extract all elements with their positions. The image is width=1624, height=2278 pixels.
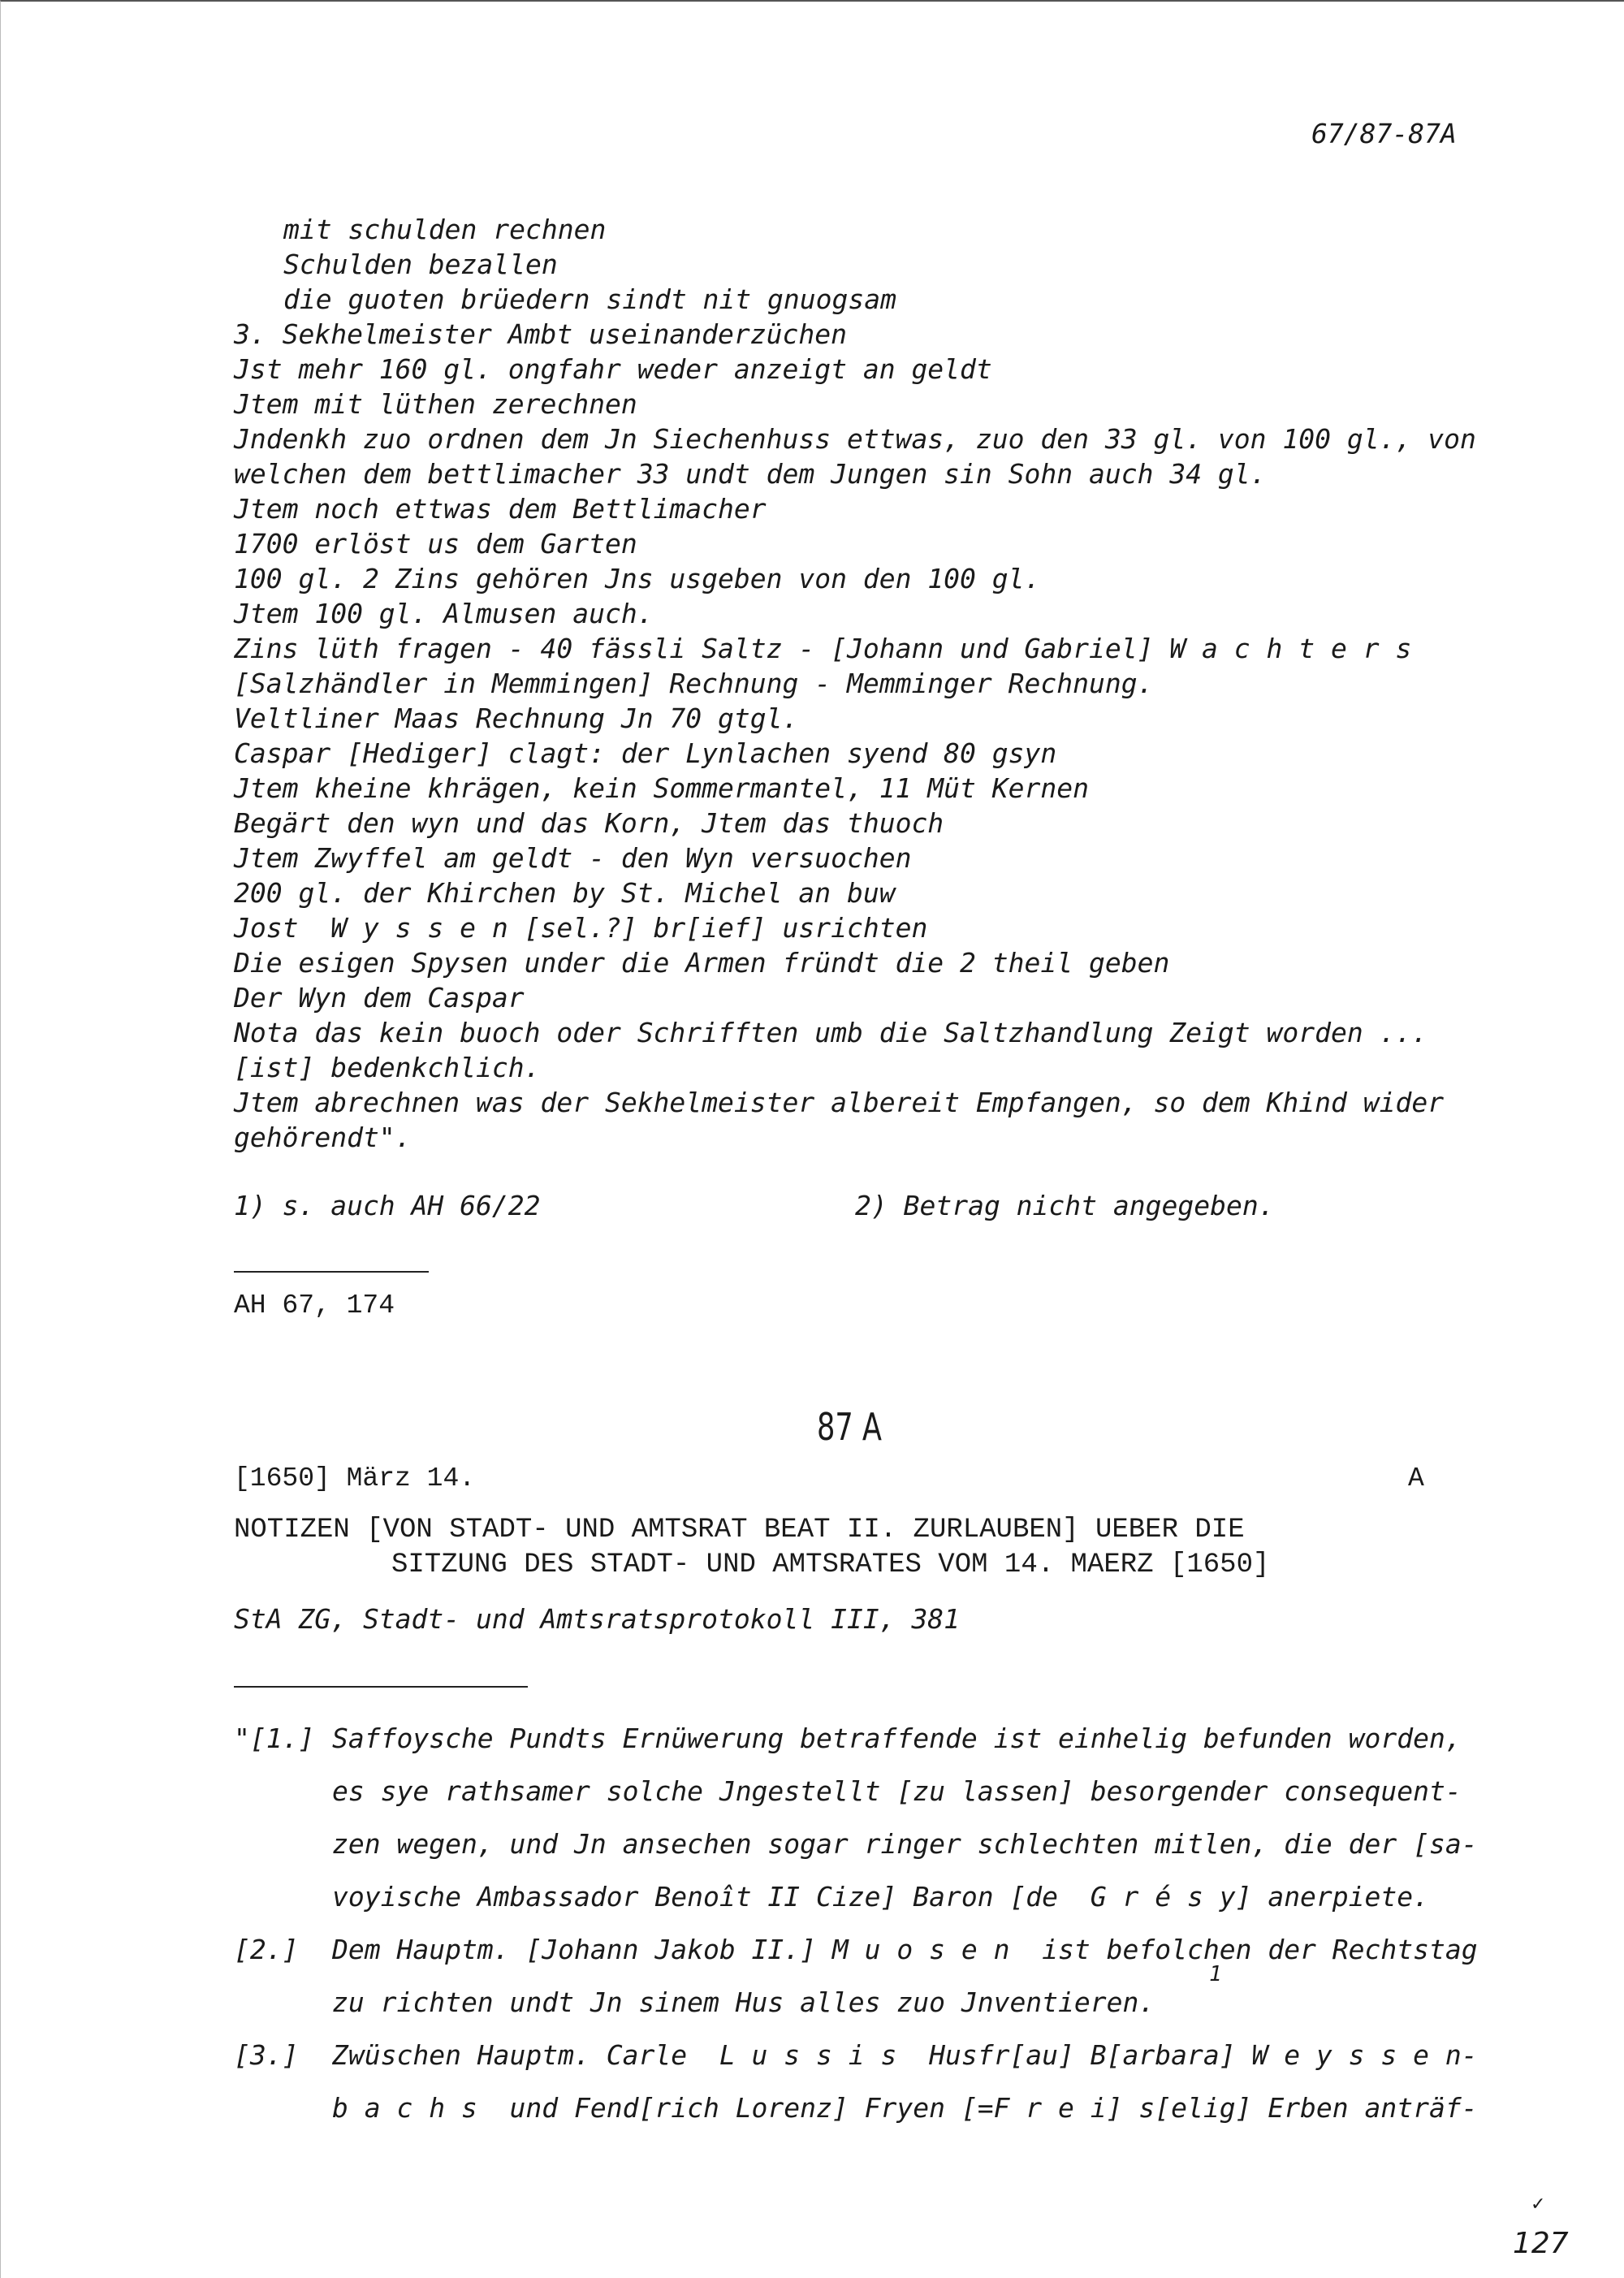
text-line: Zins lüth fragen - 40 fässli Saltz - [Johann und Gabriel] W a c h t e r s	[234, 633, 1412, 664]
page-reference: 67/87-87A	[1311, 118, 1457, 149]
text-line: Nota das kein buoch oder Schrifften umb die Saltzhandlung Zeigt worden ...	[234, 1017, 1428, 1048]
paragraph-line: es sye rathsamer solche Jngestellt [zu lassen] besorgender consequent-	[332, 1775, 1462, 1807]
text-line: Jtem noch ettwas dem Bettlimacher	[234, 493, 767, 525]
text-line: [ist] bedenkchlich.	[234, 1052, 541, 1083]
document-date: [1650] März 14.	[234, 1463, 476, 1493]
paragraph-line: Zwüschen Hauptm. Carle L u s s i s Husfr[au] B[arbara] W e y s s e n-	[332, 2039, 1478, 2071]
text-line: Jtem mit lüthen zerechnen	[234, 388, 637, 420]
text-line: Die esigen Spysen under die Armen fründt die 2 theil geben	[234, 947, 1170, 979]
check-mark-icon: ✓	[1531, 2194, 1546, 2215]
footnote-1: 1) s. auch AH 66/22	[234, 1190, 541, 1221]
text-line: Jtem abrechnen was der Sekhelmeister albereit Empfangen, so dem Khind wider	[234, 1087, 1445, 1118]
source-divider	[234, 1686, 528, 1688]
page-signature: 127	[1513, 2227, 1569, 2260]
footnote-2: 2) Betrag nicht angegeben.	[855, 1190, 1275, 1221]
text-line: Schulden bezallen	[283, 249, 558, 280]
document-title-line-2: SITZUNG DES STADT- UND AMTSRATES VOM 14. MAERZ [1650]	[391, 1550, 1270, 1580]
text-line: welchen dem bettlimacher 33 undt dem Jungen sin Sohn auch 34 gl.	[234, 458, 1267, 490]
document-type-letter: A	[1408, 1463, 1424, 1493]
text-line: Jtem 100 gl. Almusen auch.	[234, 598, 654, 629]
text-line: die guoten brüedern sindt nit gnuogsam	[283, 283, 896, 315]
footnote-divider	[234, 1271, 429, 1273]
text-line: 100 gl. 2 Zins gehören Jns usgeben von den 100 gl.	[234, 563, 1041, 594]
document-title-line-1: NOTIZEN [VON STADT- UND AMTSRAT BEAT II. ZURLAUBEN] UEBER DIE	[234, 1515, 1245, 1545]
text-line: Jtem kheine khrägen, kein Sommermantel, 11 Müt Kernen	[234, 772, 1089, 804]
paragraph-line: zen wegen, und Jn ansechen sogar ringer schlechten mitlen, die der [sa-	[332, 1828, 1478, 1860]
text-line: Veltliner Maas Rechnung Jn 70 gtgl.	[234, 702, 799, 734]
text-line: gehörendt".	[234, 1122, 412, 1153]
text-line: mit schulden rechnen	[283, 214, 607, 245]
archive-reference: AH 67, 174	[234, 1290, 395, 1321]
text-line: Jst mehr 160 gl. ongfahr weder anzeigt an geldt	[234, 353, 992, 385]
paragraph-line: Dem Hauptm. [Johann Jakob II.] M u o s e n ist befolchen der Rechtstag	[332, 1934, 1478, 1965]
text-line: Jost W y s s e n [sel.?] br[ief] usrichten	[234, 912, 928, 944]
text-line: [Salzhändler in Memmingen] Rechnung - Memminger Rechnung.	[234, 668, 1154, 699]
text-line: Jndenkh zuo ordnen dem Jn Siechenhuss ettwas, zuo den 33 gl. von 100 gl., von	[234, 423, 1476, 455]
text-line: Begärt den wyn und das Korn, Jtem das thuoch	[234, 807, 944, 839]
text-line: Caspar [Hediger] clagt: der Lynlachen syend 80 gsyn	[234, 737, 1057, 769]
paragraph-number: "[1.]	[234, 1723, 315, 1754]
paragraph-number: [2.]	[234, 1934, 299, 1965]
text-line: 1700 erlöst us dem Garten	[234, 528, 637, 560]
footnote-marker: 1	[1209, 1962, 1222, 1986]
paragraph-line: zu richten undt Jn sinem Hus alles zuo Jnventieren.	[332, 1986, 1155, 2018]
paragraph-line: b a c h s und Fend[rich Lorenz] Fryen [=F r e i] s[elig] Erben anträf-	[332, 2092, 1478, 2124]
text-line: 200 gl. der Khirchen by St. Michel an buw	[234, 877, 896, 909]
paragraph-line: voyische Ambassador Benoît II Cize] Baron [de G r é s y] anerpiete.	[332, 1881, 1430, 1913]
text-line: Der Wyn dem Caspar	[234, 982, 525, 1014]
document-number: 87 A	[817, 1405, 882, 1449]
document-source: StA ZG, Stadt- und Amtsratsprotokoll III, 381	[234, 1603, 961, 1635]
paragraph-number: [3.]	[234, 2039, 299, 2071]
text-line: Jtem Zwyffel am geldt - den Wyn versuochen	[234, 842, 912, 874]
paragraph-line: Saffoysche Pundts Ernüwerung betraffende ist einhelig befunden worden,	[332, 1723, 1462, 1754]
text-line: 3. Sekhelmeister Ambt useinanderzüchen	[234, 318, 847, 350]
